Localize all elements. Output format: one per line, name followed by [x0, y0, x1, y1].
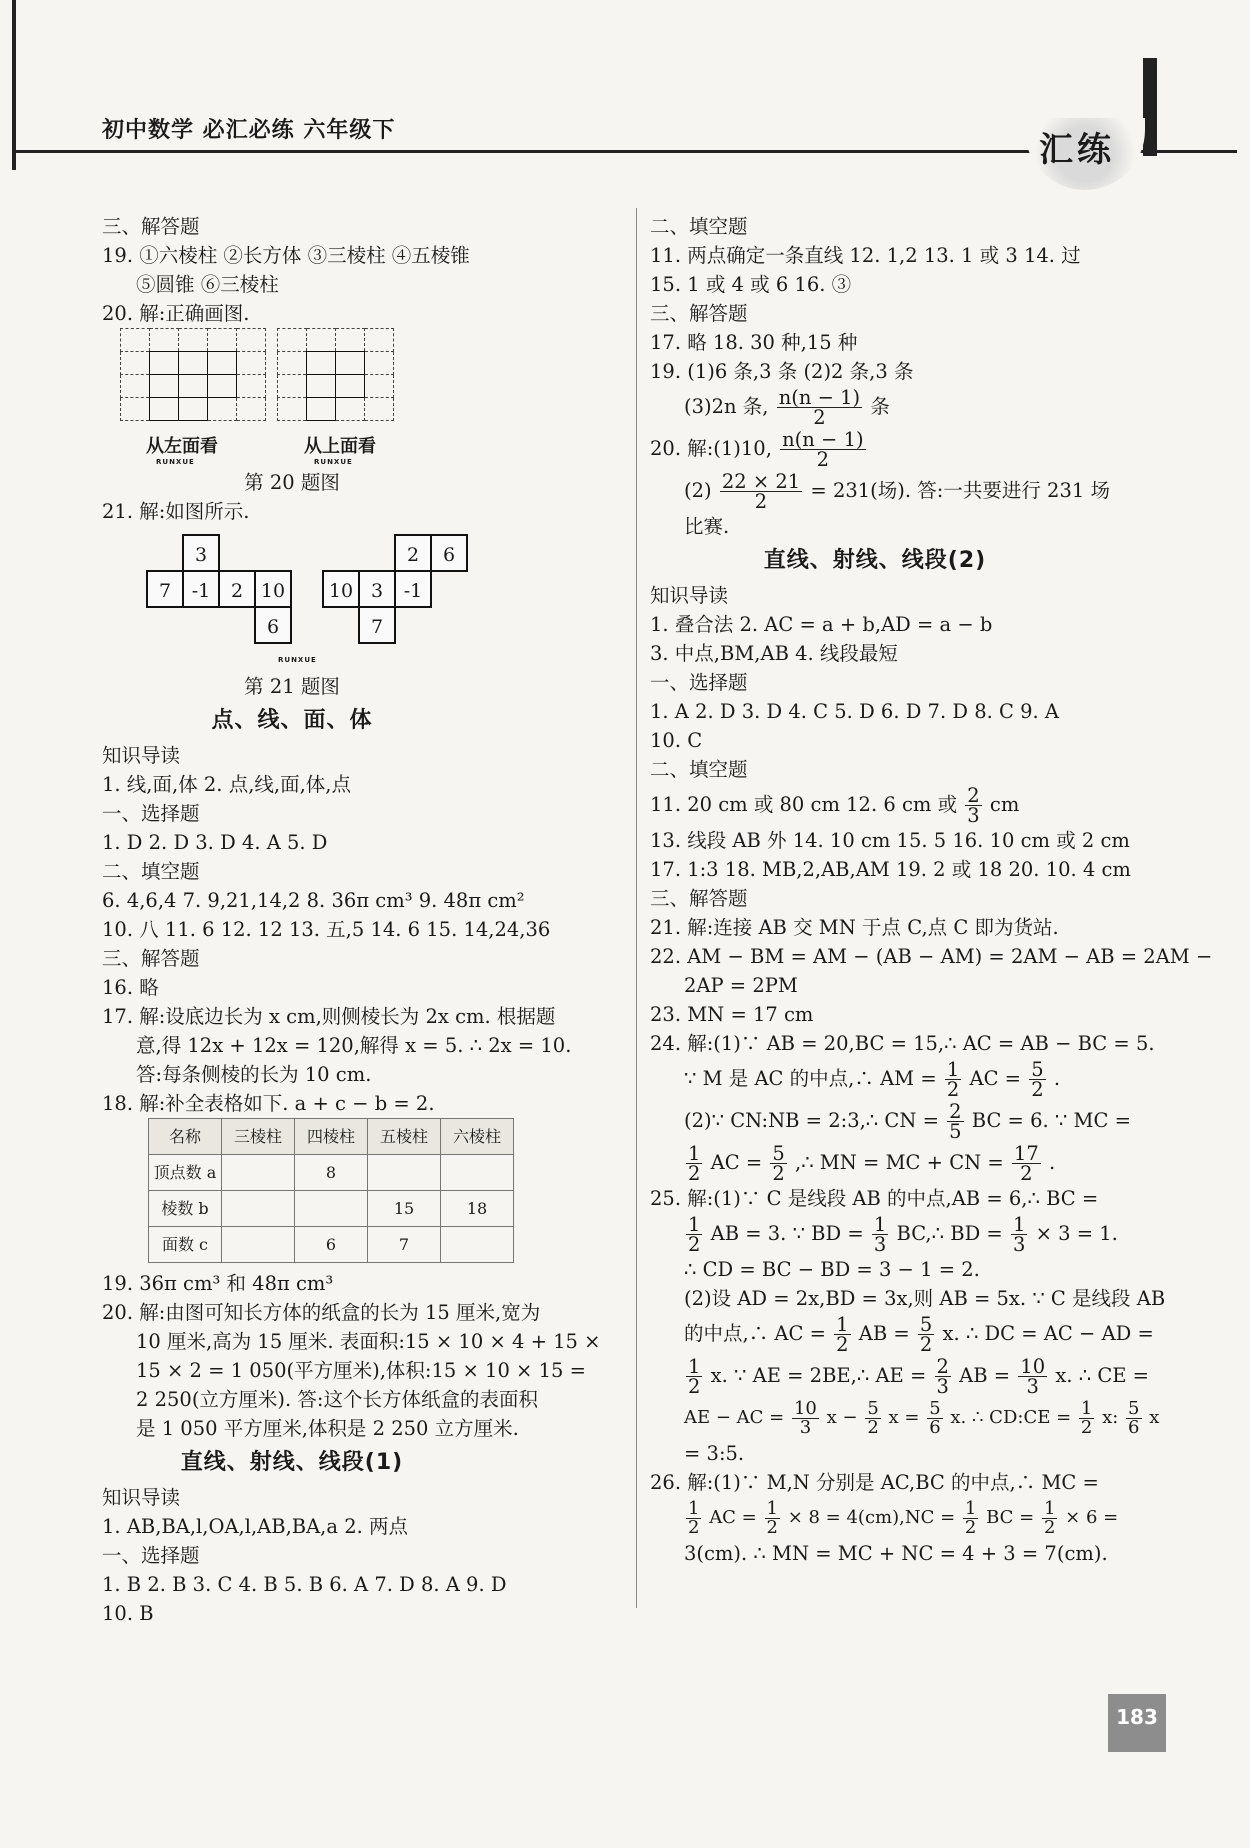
left-edge-bar [12, 0, 16, 170]
denominator: 2 [688, 1233, 701, 1256]
text-run: AB = [959, 1364, 1011, 1387]
fraction [1018, 1354, 1047, 1398]
text-line: 二、填空题 [102, 860, 200, 883]
fraction [780, 427, 865, 471]
text-line: 15. 1 或 4 或 6 16. ③ [650, 273, 852, 296]
text-line: 16. 略 [102, 976, 159, 999]
brand-bar [1143, 58, 1157, 156]
text-line: 19. 36π cm³ 和 48π cm³ [102, 1272, 334, 1295]
fraction [1029, 1057, 1045, 1101]
table-cell [222, 1191, 295, 1227]
text-run: cm [989, 793, 1020, 816]
text-line: 10. B [102, 1602, 154, 1625]
table-cell [441, 1227, 514, 1263]
figure-21 [102, 526, 602, 672]
text-line [650, 1058, 1175, 1100]
text-line: 17. 解:设底边长为 x cm,则侧棱长为 2x cm. 根据题 [102, 1005, 556, 1028]
text-run: (2) [684, 479, 712, 502]
text-run: (2)∵ CN:NB = 2:3,∴ CN = [684, 1109, 939, 1132]
text-line: 答:每条侧棱的长为 10 cm. [136, 1063, 372, 1086]
text-run: × 8 = 4(cm),NC = [787, 1507, 956, 1528]
text-line [650, 1497, 1175, 1539]
text-line: 22. AM − BM = AM − (AB − AM) = 2AM − AB = 2AM − [650, 945, 1213, 968]
table-cell [295, 1191, 368, 1227]
denominator: 2 [772, 1162, 785, 1185]
text-run: 11. 20 cm 或 80 cm 12. 6 cm 或 [650, 793, 958, 816]
numerator: 1 [836, 1312, 849, 1336]
numerator: n(n − 1) [778, 385, 861, 409]
text-line: 21. 解:如图所示. [102, 500, 250, 523]
text-line: 11. 两点确定一条直线 12. 1,2 13. 1 或 3 14. 过 [650, 244, 1081, 267]
text-line: 6. 4,6,4 7. 9,21,14,2 8. 36π cm³ 9. 48π cm² [102, 889, 525, 912]
text-run: x: [1102, 1407, 1119, 1428]
text-line: 3(cm). ∴ MN = MC + NC = 4 + 3 = 7(cm). [684, 1542, 1108, 1565]
text-run: BC,∴ BD = [896, 1222, 1003, 1245]
text-line: (2)设 AD = 2x,BD = 3x,则 AB = 5x. ∵ C 是线段 AB [684, 1287, 1166, 1310]
text-line: 21. 解:连接 AB 交 MN 于点 C,点 C 即为货站. [650, 916, 1059, 939]
denominator: 2 [816, 448, 830, 471]
net-cell: -1 [182, 570, 220, 608]
numerator: 5 [867, 1397, 879, 1419]
table-cell: 18 [441, 1191, 514, 1227]
text-line: 三、解答题 [650, 887, 748, 910]
text-run: x. ∴ DC = AC − AD = [942, 1322, 1154, 1345]
text-line: 17. 1:3 18. MB,2,AB,AM 19. 2 或 18 20. 10. 4 cm [650, 858, 1131, 881]
denominator: 3 [967, 804, 980, 827]
page-number: 183 [1108, 1694, 1166, 1752]
numerator: 2 [967, 783, 980, 807]
fraction [686, 1497, 701, 1538]
table-row [149, 1191, 514, 1227]
text-line: 3. 中点,BM,AB 4. 线段最短 [650, 642, 898, 665]
text-line: 18. 解:补全表格如下. a + c − b = 2. [102, 1092, 435, 1115]
fraction [865, 1397, 880, 1438]
text-run: . [1048, 1151, 1056, 1174]
text-run: AE − AC = [684, 1407, 785, 1428]
text-run: BC = [986, 1507, 1035, 1528]
text-line [650, 1100, 1175, 1142]
numerator: 2 [936, 1354, 949, 1378]
text-line: 20. 解:由图可知长方体的纸盒的长为 15 厘米,宽为 [102, 1301, 541, 1324]
text-run: x. ∴ CD:CE = [950, 1407, 1072, 1428]
fraction [918, 1312, 934, 1356]
fraction [1126, 1397, 1141, 1438]
text-line: 二、填空题 [650, 758, 748, 781]
net-cell: 6 [430, 534, 468, 572]
table-row [149, 1155, 514, 1191]
numerator: 10 [1020, 1354, 1046, 1378]
fraction [935, 1354, 951, 1398]
text-line: 一、选择题 [102, 1544, 200, 1567]
numerator: n(n − 1) [782, 427, 864, 451]
text-line: 三、解答题 [102, 947, 200, 970]
fraction [686, 1141, 702, 1185]
denominator: 2 [964, 1516, 977, 1538]
numerator: 5 [919, 1312, 933, 1336]
text-line: 1. 线,面,体 2. 点,线,面,体,点 [102, 773, 351, 796]
table-cell [222, 1155, 295, 1191]
text-line: 19. (1)6 条,3 条 (2)2 条,3 条 [650, 360, 914, 383]
top-view-grid [277, 328, 394, 421]
numerator: 22 × 21 [721, 469, 801, 493]
text-line [650, 470, 1175, 512]
section-title: 直线、射线、线段(2) [763, 548, 987, 573]
watermark-text: RUNXUE [156, 458, 195, 466]
text-line: 三、解答题 [650, 302, 748, 325]
text-line [650, 428, 1175, 470]
left-column [102, 212, 602, 1628]
text-run: = 231(场). 答:一共要进行 231 场 [810, 479, 1110, 502]
text-run: 20. 解:(1)10, [650, 437, 772, 460]
text-run: ∵ M 是 AC 的中点,∴ AM = [684, 1067, 937, 1090]
denominator: 3 [1026, 1375, 1039, 1398]
text-line [650, 1397, 1175, 1439]
page-header: 初中数学 必汇必练 六年级下 [102, 118, 396, 143]
denominator: 2 [688, 1375, 701, 1398]
denominator: 2 [813, 406, 826, 429]
fraction [945, 1057, 961, 1101]
table-cell [222, 1227, 295, 1263]
fraction [1012, 1141, 1041, 1185]
net-cell: 3 [358, 570, 396, 608]
text-line: 17. 略 18. 30 种,15 种 [650, 331, 858, 354]
brand-text: 汇练 [1039, 130, 1115, 170]
text-line: 知识导读 [650, 584, 729, 607]
text-line: 2AP = 2PM [684, 974, 798, 997]
fraction [927, 1397, 942, 1438]
text-line: 23. MN = 17 cm [650, 1003, 814, 1026]
text-line [650, 1355, 1175, 1397]
denominator: 3 [873, 1233, 887, 1256]
text-run: × 6 = [1065, 1507, 1119, 1528]
completion-table [148, 1118, 514, 1263]
denominator: 2 [754, 490, 768, 513]
text-run: 的中点,∴ AC = [684, 1322, 826, 1345]
text-line: 二、填空题 [650, 215, 748, 238]
text-line: 2 250(立方厘米). 答:这个长方体纸盒的表面积 [136, 1388, 539, 1411]
text-run: . [1053, 1067, 1061, 1090]
text-run: AC = [969, 1067, 1022, 1090]
numerator: 5 [1128, 1397, 1140, 1419]
table-header: 三棱柱 [222, 1119, 295, 1155]
denominator: 2 [1031, 1078, 1044, 1101]
numerator: 1 [688, 1354, 701, 1378]
left-view-grid [120, 328, 266, 421]
denominator: 2 [1020, 1162, 1033, 1185]
net-cell: 10 [322, 570, 360, 608]
text-run: AB = [858, 1322, 910, 1345]
text-line [650, 386, 1175, 428]
denominator: 3 [799, 1416, 812, 1438]
fraction [777, 385, 862, 429]
numerator: 1 [688, 1212, 701, 1236]
text-line: 知识导读 [102, 744, 181, 767]
denominator: 2 [688, 1516, 700, 1538]
text-line: 1. D 2. D 3. D 4. A 5. D [102, 831, 328, 854]
watermark-text: RUNXUE [278, 656, 317, 664]
denominator: 2 [867, 1416, 879, 1438]
numerator: 1 [873, 1212, 887, 1236]
net-cell: 7 [358, 606, 396, 644]
denominator: 6 [1128, 1416, 1140, 1438]
table-header: 五棱柱 [368, 1119, 441, 1155]
numerator: 10 [793, 1397, 817, 1419]
table-cell: 顶点数 a [149, 1155, 222, 1191]
text-line: 意,得 12x + 12x = 120,解得 x = 5. ∴ 2x = 10. [136, 1034, 572, 1057]
text-line: 1. B 2. B 3. C 4. B 5. B 6. A 7. D 8. A 9. D [102, 1573, 507, 1596]
fraction [770, 1141, 786, 1185]
net-cell: 2 [218, 570, 256, 608]
figure-caption: 第 21 题图 [244, 675, 340, 698]
text-run: BC = 6. ∵ MC = [971, 1109, 1131, 1132]
denominator: 5 [949, 1120, 962, 1143]
table-cell: 15 [368, 1191, 441, 1227]
numerator: 1 [946, 1057, 960, 1081]
text-run: x = [888, 1407, 920, 1428]
table-cell: 7 [368, 1227, 441, 1263]
denominator: 2 [836, 1333, 849, 1356]
net-cell: 10 [254, 570, 292, 608]
section-title: 点、线、面、体 [211, 708, 373, 733]
denominator: 3 [936, 1375, 949, 1398]
table-cell: 棱数 b [149, 1191, 222, 1227]
text-line: = 3:5. [684, 1442, 745, 1465]
fraction [720, 469, 802, 513]
text-run: 条 [870, 395, 890, 418]
text-line: 10. C [650, 729, 703, 752]
text-line: 10. 八 11. 6 12. 12 13. 五,5 14. 6 15. 14,24,36 [102, 918, 551, 941]
numerator: 1 [766, 1497, 778, 1519]
text-line: ⑤圆锥 ⑥三棱柱 [136, 273, 279, 296]
text-run: AC = [710, 1151, 763, 1174]
fraction [834, 1312, 850, 1356]
numerator: 2 [949, 1099, 962, 1123]
right-column [650, 212, 1213, 1568]
fraction [792, 1397, 819, 1438]
denominator: 2 [946, 1078, 960, 1101]
fraction [872, 1212, 888, 1256]
text-line: 15 × 2 = 1 050(平方厘米),体积:15 × 10 × 15 = [136, 1359, 586, 1382]
text-line: 知识导读 [102, 1486, 181, 1509]
fraction [1042, 1497, 1057, 1538]
denominator: 6 [929, 1416, 941, 1438]
section-title: 直线、射线、线段(1) [180, 1450, 404, 1475]
text-line: 三、解答题 [102, 215, 200, 238]
text-line: 比赛. [684, 515, 730, 538]
text-line: ∴ CD = BC − BD = 3 − 1 = 2. [684, 1258, 980, 1281]
numerator: 1 [1043, 1497, 1056, 1519]
text-line: 一、选择题 [102, 802, 200, 825]
fraction [686, 1212, 702, 1256]
fraction [965, 783, 981, 827]
top-view-label: 从上面看 [304, 436, 376, 457]
text-run: x. ∴ CE = [1055, 1364, 1150, 1387]
net-cell: 3 [182, 534, 220, 572]
table-header: 六棱柱 [441, 1119, 514, 1155]
text-line [650, 1213, 1175, 1255]
numerator: 5 [772, 1141, 785, 1165]
text-run: x [1149, 1407, 1160, 1428]
fraction [947, 1099, 963, 1143]
table-cell [368, 1155, 441, 1191]
table-row [149, 1227, 514, 1263]
text-run: AC = [709, 1507, 757, 1528]
table-cell [441, 1155, 514, 1191]
watermark-text: RUNXUE [314, 458, 353, 466]
numerator: 5 [1031, 1057, 1044, 1081]
table-cell: 8 [295, 1155, 368, 1191]
table-header: 名称 [149, 1119, 222, 1155]
fraction [686, 1354, 702, 1398]
text-line [650, 1142, 1175, 1184]
text-run: AB = 3. ∵ BD = [710, 1222, 864, 1245]
text-line: 20. 解:正确画图. [102, 302, 250, 325]
text-line [650, 1313, 1175, 1355]
column-divider [636, 208, 637, 1608]
text-line: 1. 叠合法 2. AC = a + b,AD = a − b [650, 613, 993, 636]
text-run: (3)2n 条, [684, 395, 769, 418]
figure-caption: 第 20 题图 [244, 471, 340, 494]
denominator: 2 [919, 1333, 933, 1356]
text-line: 1. A 2. D 3. D 4. C 5. D 6. D 7. D 8. C 9. A [650, 700, 1059, 723]
figure-20 [102, 328, 602, 468]
net-cell: 6 [254, 606, 292, 644]
numerator: 1 [964, 1497, 977, 1519]
net-cell: 2 [394, 534, 432, 572]
text-line: 19. ①六棱柱 ②长方体 ③三棱柱 ④五棱锥 [102, 244, 470, 267]
fraction [765, 1497, 780, 1538]
text-run: × 3 = 1. [1035, 1222, 1118, 1245]
net-cell: -1 [394, 570, 432, 608]
numerator: 1 [688, 1497, 700, 1519]
denominator: 2 [766, 1516, 778, 1538]
text-line: 25. 解:(1)∵ C 是线段 AB 的中点,AB = 6,∴ BC = [650, 1187, 1099, 1210]
text-line: 10 厘米,高为 15 厘米. 表面积:15 × 10 × 4 + 15 × [136, 1330, 601, 1353]
denominator: 3 [1012, 1233, 1026, 1256]
text-line: 26. 解:(1)∵ M,N 分别是 AC,BC 的中点,∴ MC = [650, 1471, 1099, 1494]
numerator: 1 [1012, 1212, 1026, 1236]
text-run: x − [826, 1407, 858, 1428]
numerator: 17 [1013, 1141, 1039, 1165]
text-line: 24. 解:(1)∵ AB = 20,BC = 15,∴ AC = AB − BC = 5. [650, 1032, 1155, 1055]
text-run: ,∴ MN = MC + CN = [795, 1151, 1004, 1174]
text-line: 1. AB,BA,l,OA,l,AB,BA,a 2. 两点 [102, 1515, 409, 1538]
brand-badge [1025, 118, 1145, 190]
text-line: 是 1 050 平方厘米,体积是 2 250 立方厘米. [136, 1417, 519, 1440]
fraction [963, 1497, 978, 1538]
left-view-label: 从左面看 [146, 436, 218, 457]
fraction [1011, 1212, 1027, 1256]
numerator: 1 [688, 1141, 701, 1165]
table-header: 四棱柱 [295, 1119, 368, 1155]
denominator: 2 [1043, 1516, 1056, 1538]
numerator: 5 [929, 1397, 941, 1419]
text-line: 一、选择题 [650, 671, 748, 694]
net-cell: 7 [146, 570, 184, 608]
denominator: 2 [1080, 1416, 1093, 1438]
numerator: 1 [1080, 1397, 1093, 1419]
fraction [1079, 1397, 1094, 1438]
text-line: 13. 线段 AB 外 14. 10 cm 15. 5 16. 10 cm 或 2 cm [650, 829, 1130, 852]
text-line [650, 784, 1175, 826]
denominator: 2 [688, 1162, 701, 1185]
table-cell: 6 [295, 1227, 368, 1263]
table-cell: 面数 c [149, 1227, 222, 1263]
text-run: x. ∵ AE = 2BE,∴ AE = [710, 1364, 927, 1387]
